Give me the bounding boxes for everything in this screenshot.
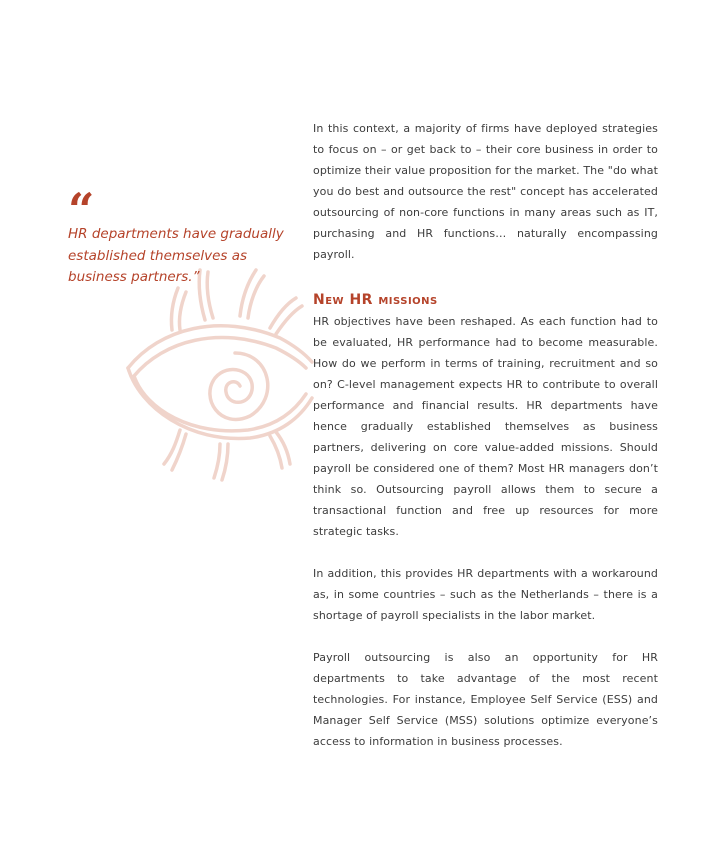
pull-quote	[68, 183, 298, 289]
section-heading: New HR missions	[313, 292, 438, 308]
intro-paragraph: In this context, a majority of firms have deployed strategies to focus on – or get back to – their core business in order to optimize their value proposition for the market. The "do what you do best and outsource the rest" concept has accelerated outsourcing of non-core functions in many areas such as IT, purchasing and HR functions… naturally encompassing payroll.	[313, 122, 658, 261]
section-paragraph-3: Payroll outsourcing is also an opportunity for HR departments to take advantage of the most recent technologies. For instance, Employee Self Service (ESS) and Manager Self Service (MSS) solutions optimize everyone’s access to information in business processes.	[313, 651, 658, 748]
section-paragraph-1: HR objectives have been reshaped. As each function had to be evaluated, HR performance had to become measurable. How do we perform in terms of training, recruitment and so on? C-level management expects HR to contribute to overall performance and financial results. HR departments have hence gradually established themselves as business partners, delivering on core value-added missions. Should payroll be considered one of them? Most HR managers don’t think so. Outsourcing payroll allows them to secure a transactional function and free up resources for more strategic tasks.	[313, 315, 658, 538]
eye-illustration	[120, 258, 320, 488]
main-text-column	[313, 118, 658, 773]
section-paragraph-2: In addition, this provides HR departments with a workaround as, in some countries – such as the Netherlands – there is a shortage of payroll specialists in the labor market.	[313, 567, 658, 622]
pull-quote-text: HR departments have gradually established themselves as business partners.”	[68, 226, 284, 285]
quote-mark: “	[68, 183, 95, 237]
